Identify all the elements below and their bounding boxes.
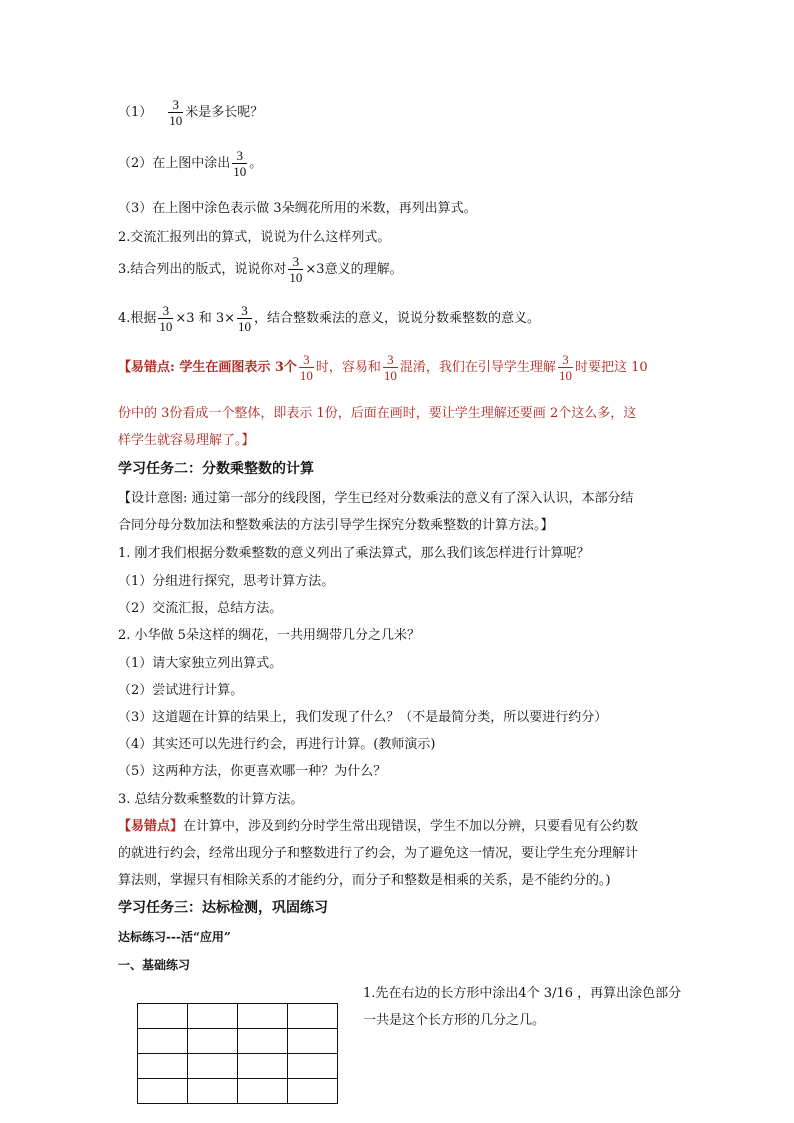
- error-note-1-line-3: 样学生就容易理解了。】: [118, 433, 255, 448]
- task-2-step-1a: （1）分组进行探究，思考计算方法。: [118, 574, 335, 589]
- grid-cell[interactable]: [138, 1004, 188, 1029]
- task-2-step-2c: （3）这道题在计算的结果上，我们发现了什么？（不是最简分类，所以要进行约分）: [118, 710, 608, 725]
- error-note-2: 【易错点】在计算中，涉及到约分时学生常出现错误，学生不加以分辨，只要看见有公约数: [118, 819, 639, 834]
- step-4: 4.根据 $\frac{3}{10}$ ×3 和 3× $\frac{3}{10}$ ，结合整数乘法的意义，说说分数乘整数的意义。: [118, 303, 541, 334]
- grid-cell[interactable]: [238, 1029, 288, 1054]
- fraction: $\frac{3}{10}$: [233, 148, 247, 179]
- question-1: （1） $\frac{3}{10}$ 米是多长呢？: [118, 97, 264, 128]
- error-note-2-line-2: 的就进行约会，经常出现分子和整数进行了约会，为了避免这一情况，要让学生充分理解计: [118, 846, 639, 861]
- rectangle-grid[interactable]: [137, 1003, 338, 1104]
- step-3: 3.结合列出的版式，说说你对 $\frac{3}{10}$ ×3意义的理解。: [118, 254, 403, 285]
- fraction: $\frac{3}{10}$: [169, 97, 183, 128]
- grid-cell[interactable]: [288, 1054, 338, 1079]
- fraction: $\frac{3}{10}$: [159, 303, 173, 334]
- grid-cell[interactable]: [188, 1029, 238, 1054]
- step-2: 2.交流汇报列出的算式，说说为什么这样列式。: [118, 230, 391, 245]
- grid-cell[interactable]: [288, 1004, 338, 1029]
- grid-cell[interactable]: [238, 1054, 288, 1079]
- grid-cell[interactable]: [288, 1029, 338, 1054]
- error-note-1: 【易错点: 学生在画图表示 3个 $\frac{3}{10}$ 时，容易和 $\frac{3}{10}$ 混淆，我们在引导学生理解 $\frac{3}{10}$ 时要把这 10: [118, 352, 648, 383]
- error-note-2-line-3: 算法则，掌握只有相除关系的才能约分，而分子和整数是相乘的关系，是不能约分的。): [118, 873, 611, 888]
- question-2: （2）在上图中涂出 $\frac{3}{10}$ 。: [118, 148, 263, 179]
- task-2-step-2: 2. 小华做 5朵这样的绸花，一共用绸带几分之几米？: [118, 628, 420, 643]
- grid-cell[interactable]: [288, 1079, 338, 1104]
- grid-cell[interactable]: [238, 1004, 288, 1029]
- fraction: $\frac{3}{10}$: [558, 352, 572, 383]
- task-2-step-2a: （1）请大家独立列出算式。: [118, 656, 283, 671]
- grid-cell[interactable]: [138, 1054, 188, 1079]
- question-3: （3）在上图中涂色表示做 3朵绸花所用的米数，再列出算式。: [118, 201, 477, 216]
- task-2-step-2e: （5）这两种方法，你更喜欢哪一种？为什么？: [118, 764, 387, 779]
- task-2-step-1: 1. 刚才我们根据分数乘整数的意义列出了乘法算式，那么我们该怎样进行计算呢？: [118, 546, 590, 561]
- grid-cell[interactable]: [238, 1079, 288, 1104]
- design-intent-line-1: 【设计意图: 通过第一部分的线段图，学生已经对分数乘法的意义有了深入认识，本部分结: [118, 491, 634, 506]
- fraction: $\frac{3}{10}$: [238, 303, 251, 334]
- fraction: $\frac{3}{10}$: [383, 352, 397, 383]
- task-2-title: 学习任务二：分数乘整数的计算: [118, 461, 314, 477]
- grid-cell[interactable]: [188, 1054, 238, 1079]
- task-2-step-3: 3. 总结分数乘整数的计算方法。: [118, 792, 304, 807]
- task-2-step-1b: （2）交流汇报，总结方法。: [118, 601, 283, 616]
- error-note-1-line-2: 份中的 3份看成一个整体，即表示 1份，后面在画时，要让学生理解还要画 2个这么多，这: [118, 406, 637, 421]
- task-3-title: 学习任务三：达标检测，巩固练习: [118, 900, 328, 916]
- exercise-1-text: 1.先在右边的长方形中涂出4个 3/16 ，再算出涂色部分一共是这个长方形的几分之几。: [363, 986, 682, 1028]
- task-2-step-2d: （4）其实还可以先进行约会，再进行计算。(教师演示): [118, 737, 436, 752]
- practice-subtitle: 达标练习---活“应用”: [118, 930, 231, 944]
- grid-cell[interactable]: [188, 1079, 238, 1104]
- fraction: $\frac{3}{10}$: [299, 352, 313, 383]
- task-2-step-2b: （2）尝试进行计算。: [118, 683, 244, 698]
- design-intent-line-2: 合同分母分数加法和整数乘法的方法引导学生探究分数乘整数的计算方法。】: [118, 518, 554, 533]
- fraction: $\frac{3}{10}$: [289, 254, 303, 285]
- grid-cell[interactable]: [188, 1004, 238, 1029]
- grid-cell[interactable]: [138, 1079, 188, 1104]
- basic-practice-heading: 一、基础练习: [118, 958, 191, 972]
- grid-cell[interactable]: [138, 1029, 188, 1054]
